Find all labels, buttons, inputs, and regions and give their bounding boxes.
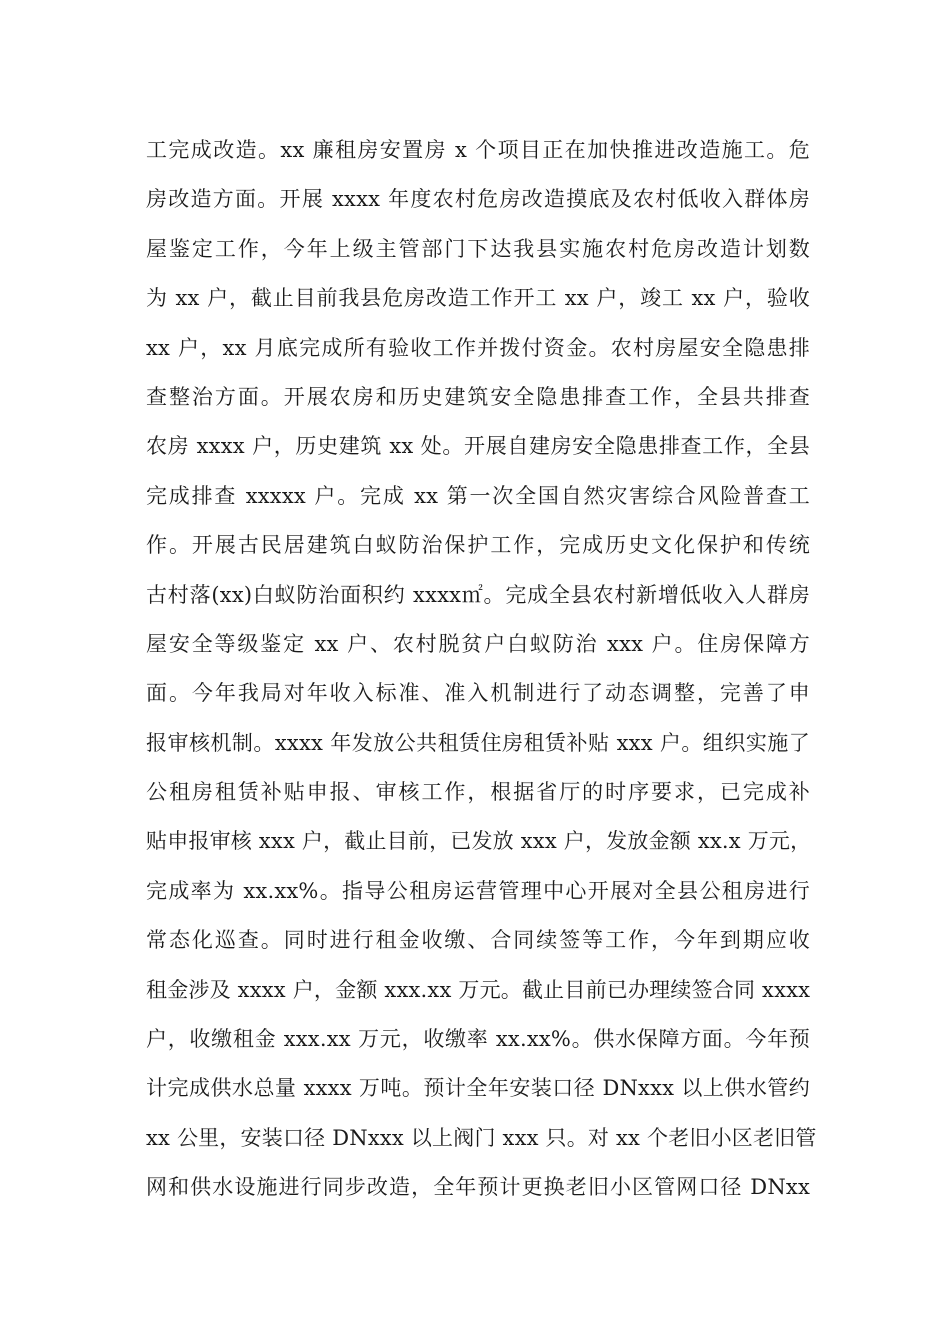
text-line: 报审核机制。xxxx 年发放公共租赁住房租赁补贴 xxx 户。组织实施了 (146, 730, 810, 755)
text-line: 完成排查 xxxxx 户。完成 xx 第一次全国自然灾害综合风险普查工 (146, 483, 810, 508)
text-line: xx 户，xx 月底完成所有验收工作并拨付资金。农村房屋安全隐患排 (146, 335, 810, 360)
text-line: 贴申报审核 xxx 户，截止目前，已发放 xxx 户，发放金额 xx.x 万元， (146, 829, 812, 854)
text-line: 租金涉及 xxxx 户，金额 xxx.xx 万元。截止目前已办理续签合同 xxxx (146, 977, 811, 1002)
text-line: 为 xx 户，截止目前我县危房改造工作开工 xx 户，竣工 xx 户，验收 (146, 286, 810, 311)
text-line: 农房 xxxx 户，历史建筑 xx 处。开展自建房安全隐患排查工作，全县 (146, 434, 810, 459)
text-line: 计完成供水总量 xxxx 万吨。预计全年安装口径 DNxxx 以上供水管约 (146, 1076, 810, 1101)
text-line: 公租房租赁补贴申报、审核工作，根据省厅的时序要求，已完成补 (146, 780, 810, 805)
text-line: 查整治方面。开展农房和历史建筑安全隐患排查工作，全县共排查 (146, 384, 810, 409)
text-line: 网和供水设施进行同步改造，全年预计更换老旧小区管网口径 DNxx (146, 1175, 810, 1200)
text-line: 完成率为 xx.xx%。指导公租房运营管理中心开展对全县公租房进行 (146, 878, 810, 903)
text-line: 房改造方面。开展 xxxx 年度农村危房改造摸底及农村低收入群体房 (146, 187, 810, 212)
text-line: 屋安全等级鉴定 xx 户、农村脱贫户白蚁防治 xxx 户。住房保障方 (146, 631, 810, 656)
text-line: 作。开展古民居建筑白蚁防治保护工作，完成历史文化保护和传统 (146, 533, 810, 558)
body-paragraph (146, 126, 817, 1213)
text-line: 面。今年我局对年收入标准、准入机制进行了动态调整，完善了申 (146, 681, 810, 706)
text-line: 户，收缴租金 xxx.xx 万元，收缴率 xx.xx%。供水保障方面。今年预 (146, 1027, 810, 1052)
text-line: 古村落(xx)白蚁防治面积约 xxxx㎡。完成全县农村新增低收入人群房 (146, 582, 810, 607)
text-line: 常态化巡查。同时进行租金收缴、合同续签等工作，今年到期应收 (146, 928, 810, 953)
text-line: xx 公里，安装口径 DNxxx 以上阀门 xxx 只。对 xx 个老旧小区老旧管 (146, 1125, 817, 1150)
text-line: 工完成改造。xx 廉租房安置房 x 个项目正在加快推进改造施工。危 (146, 138, 810, 162)
text-line: 屋鉴定工作，今年上级主管部门下达我县实施农村危房改造计划数 (146, 236, 810, 261)
